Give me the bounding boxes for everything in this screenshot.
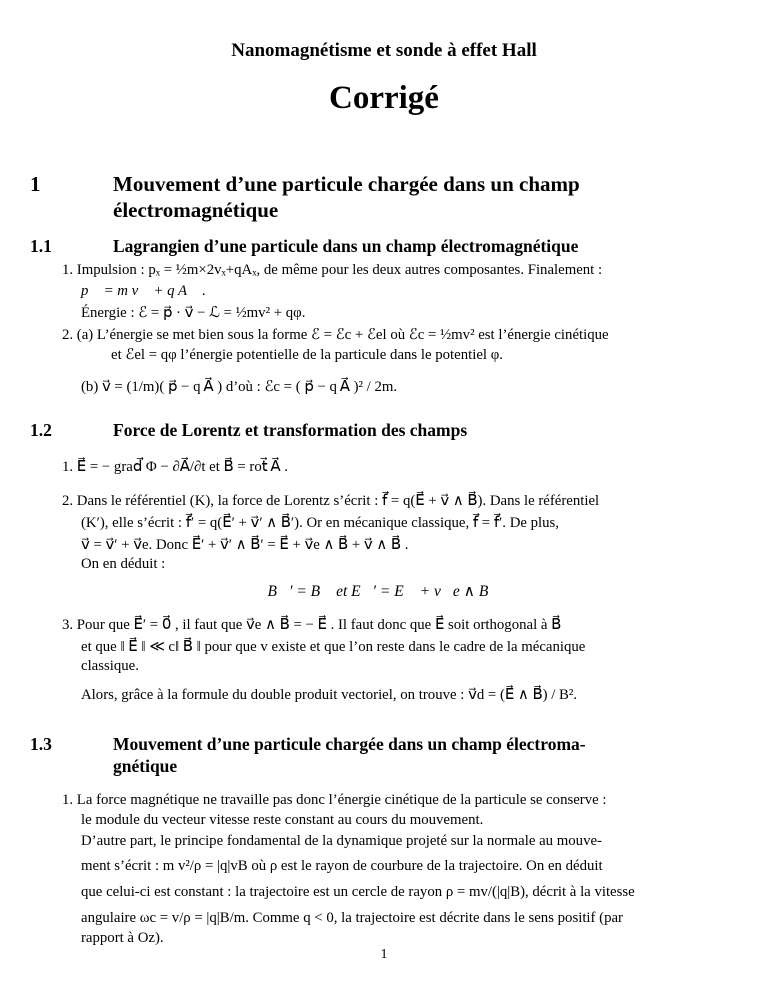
subsection-title-line2: gnétique <box>113 756 178 776</box>
paragraph-line: 3. Pour que E⃗′ = 0⃗ , il faut que v⃗e ∧ B⃗ = − E⃗ . Il faut donc que E⃗ soit orthogonal à B⃗ <box>62 617 562 633</box>
equation-line: p⃗ = m v⃗ + q A⃗ . <box>81 283 206 299</box>
page-number: 1 <box>380 947 388 962</box>
paragraph-line: et ℰel = qφ l’énergie potentielle de la particule dans le potentiel φ. <box>111 347 503 363</box>
section-title-line2: électromagnétique <box>113 198 279 222</box>
paragraph-line: D’autre part, le principe fondamental de la dynamique projeté sur la normale au mouve- <box>81 833 602 849</box>
paragraph-line: v⃗ = v⃗′ + v⃗e. Donc E⃗′ + v⃗′ ∧ B⃗′ = E⃗ + v⃗e ∧ B⃗ + v⃗ ∧ B⃗ . <box>81 537 409 553</box>
paragraph-line: (K′), elle s’écrit : f⃗′ = q(E⃗′ + v⃗′ ∧ B⃗′). Or en mécanique classique, f⃗ = f⃗′. De plus, <box>81 515 560 531</box>
paragraph-line: et que ‖ E⃗ ‖ ≪ c‖ B⃗ ‖ pour que v existe et que l’on reste dans le cadre de la mécanique <box>81 639 586 655</box>
paragraph-line: le module du vecteur vitesse reste constant au cours du mouvement. <box>81 812 484 828</box>
paragraph-line: angulaire ωc = v/ρ = |q|B/m. Comme q < 0, la trajectoire est décrite dans le sens positif (par <box>81 910 623 926</box>
paragraph-line: que celui-ci est constant : la trajectoire est un cercle de rayon ρ = mv/(|q|B), décrit à la vitesse <box>81 884 635 900</box>
subsection-title: Lagrangien d’une particule dans un champ électromagnétique <box>113 236 579 256</box>
paragraph-line: 1. La force magnétique ne travaille pas donc l’énergie cinétique de la particule se conserve : <box>62 792 607 808</box>
document-title: Corrigé <box>329 80 439 116</box>
paragraph-line: 1. E⃗ = − grad⃗ Φ − ∂A⃗/∂t et B⃗ = rot⃗ A⃗ . <box>62 459 288 475</box>
paragraph-line: ment s’écrit : m v²/ρ = |q|vB où ρ est le rayon de courbure de la trajectoire. On en déduit <box>81 858 603 874</box>
paragraph-line: 2. (a) L’énergie se met bien sous la forme ℰ = ℰc + ℰel où ℰc = ½mv² est l’énergie cinétique <box>62 327 609 343</box>
subsection-number: 1.2 <box>30 420 52 440</box>
paragraph-line: (b) v⃗ = (1/m)( p⃗ − q A⃗ ) d’où : ℰc = ( p⃗ − q A⃗ )² / 2m. <box>81 379 398 395</box>
subsection-number: 1.1 <box>30 236 52 256</box>
section-title-line1: Mouvement d’une particule chargée dans un champ <box>113 172 580 196</box>
paragraph-line: 2. Dans le référentiel (K), la force de Lorentz s’écrit : f⃗ = q(E⃗ + v⃗ ∧ B⃗). Dans le référentiel <box>62 493 600 509</box>
subsection-number: 1.3 <box>30 734 52 754</box>
document-subtitle: Nanomagnétisme et sonde à effet Hall <box>231 40 537 61</box>
paragraph-line: 1. Impulsion : pₓ = ½m×2vₓ+qAₓ, de même pour les deux autres composantes. Finalement : <box>62 262 603 278</box>
subsection-title-line1: Mouvement d’une particule chargée dans un champ électroma- <box>113 734 586 754</box>
paragraph-line: classique. <box>81 658 139 674</box>
section-number: 1 <box>30 172 41 196</box>
subsection-title: Force de Lorentz et transformation des champs <box>113 420 468 440</box>
paragraph-line: rapport à Oz). <box>81 930 164 946</box>
display-equation: B⃗′ = B⃗ et E⃗′ = E⃗ + v⃗e ∧ B⃗ <box>267 583 501 600</box>
paragraph-line: Alors, grâce à la formule du double produit vectoriel, on trouve : v⃗d = (E⃗ ∧ B⃗) / B². <box>81 687 578 703</box>
paragraph-line: Énergie : ℰ = p⃗ · v⃗ − ℒ = ½mv² + qφ. <box>81 305 306 321</box>
paragraph-line: On en déduit : <box>81 556 166 572</box>
